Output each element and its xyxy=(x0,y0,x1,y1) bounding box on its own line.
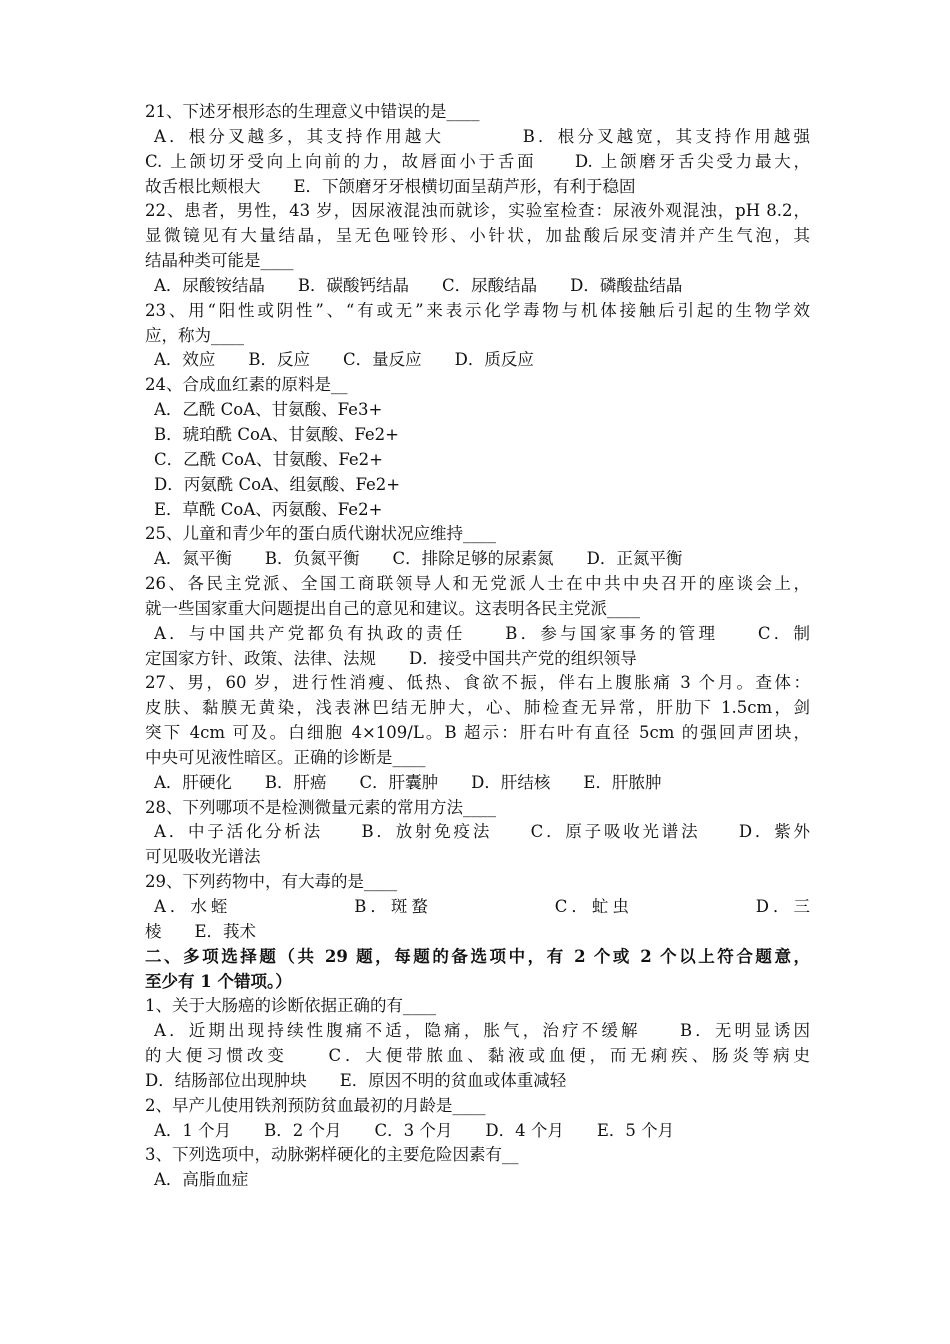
section-heading-line: 二、多项选择题（共 29 题，每题的备选项中，有 2 个或 2 个以上符合题意， xyxy=(145,946,810,966)
text-line: C. 上颌切牙受向上向前的力，故唇面小于舌面 D. 上颌磨牙舌尖受力最大， xyxy=(145,151,810,171)
text-line: 结晶种类可能是____ xyxy=(145,251,294,271)
text-line: D．丙氨酰 CoA、组氨酸、Fe2+ xyxy=(154,474,401,494)
text-line: 27、男，60 岁，进行性消瘦、低热、食欲不振，伴右上腹胀痛 3 个月。查体： xyxy=(145,673,810,693)
text-line: 皮肤、黏膜无黄染，浅表淋巴结无肿大，心、肺检查无异常，肝肋下 1.5cm，剑 xyxy=(145,698,810,718)
text-line: 29、下列药物中，有大毒的是____ xyxy=(145,872,397,892)
text-line: 22、患者，男性，43 岁，因尿液混浊而就诊，实验室检查：尿液外观混浊，pH 8.2， xyxy=(145,201,810,221)
text-line: A．乙酰 CoA、甘氨酸、Fe3+ xyxy=(154,400,383,420)
exam-text-body xyxy=(145,100,810,1193)
text-line: 棱 E．莪术 xyxy=(145,921,257,941)
text-line: 23、用“阳性或阴性”、“有或无”来表示化学毒物与机体接触后引起的生物学效 xyxy=(145,300,810,320)
text-line: 应，称为____ xyxy=(145,325,244,345)
text-line: 就一些国家重大问题提出自己的意见和建议。这表明各民主党派____ xyxy=(145,598,640,618)
text-line: 2、早产儿使用铁剂预防贫血最初的月龄是____ xyxy=(145,1095,486,1115)
text-line: 中央可见液性暗区。正确的诊断是____ xyxy=(145,747,426,767)
text-line: A．水蛭 B．斑蝥 C．虻虫 D．三 xyxy=(154,897,810,916)
text-line: A．肝硬化 B．肝癌 C．肝囊肿 D．肝结核 E．肝脓肿 xyxy=(154,772,662,792)
text-line: 故舌根比颊根大 E．下颌磨牙牙根横切面呈葫芦形，有利于稳固 xyxy=(145,176,636,196)
text-line: 26、各民主党派、全国工商联领导人和无党派人士在中共中央召开的座谈会上， xyxy=(145,574,810,594)
text-line: A．根分叉越多，其支持作用越大 B．根分叉越宽，其支持作用越强 xyxy=(154,126,810,146)
text-line: 21、下述牙根形态的生理意义中错误的是____ xyxy=(145,102,480,121)
text-line: E．草酰 CoA、丙氨酸、Fe2+ xyxy=(154,499,383,519)
text-line: A．近期出现持续性腹痛不适，隐痛，胀气，治疗不缓解 B．无明显诱因 xyxy=(154,1021,810,1041)
text-line: 定国家方针、政策、法律、法规 D．接受中国共产党的组织领导 xyxy=(145,648,637,668)
text-line: 1、关于大肠癌的诊断依据正确的有____ xyxy=(145,996,436,1016)
text-line: 24、合成血红素的原料是__ xyxy=(145,375,348,395)
text-line: A．氮平衡 B．负氮平衡 C．排除足够的尿素氮 D．正氮平衡 xyxy=(154,549,683,569)
text-line: 25、儿童和青少年的蛋白质代谢状况应维持____ xyxy=(145,524,496,544)
text-line: 突下 4cm 可及。白细胞 4×109/L。B 超示：肝右叶有直径 5cm 的强回声团块， xyxy=(145,723,810,743)
text-line: A．尿酸铵结晶 B．碳酸钙结晶 C．尿酸结晶 D．磷酸盐结晶 xyxy=(154,275,683,295)
text-line: A．1 个月 B．2 个月 C．3 个月 D．4 个月 E．5 个月 xyxy=(154,1120,675,1140)
text-line: A．与中国共产党都负有执政的责任 B．参与国家事务的管理 C．制 xyxy=(154,623,810,643)
text-line: 可见吸收光谱法 xyxy=(145,847,261,867)
text-line: 3、下列选项中，动脉粥样硬化的主要危险因素有__ xyxy=(145,1145,519,1165)
section-heading-line: 至少有 1 个错项。） xyxy=(145,971,292,991)
text-line: A．高脂血症 xyxy=(154,1170,249,1190)
text-line: A．中子活化分析法 B．放射免疫法 C．原子吸收光谱法 D．紫外 xyxy=(154,822,810,842)
text-line: 显微镜见有大量结晶，呈无色哑铃形、小针状，加盐酸后尿变清并产生气泡，其 xyxy=(145,226,810,246)
text-line: B．琥珀酰 CoA、甘氨酸、Fe2+ xyxy=(154,424,399,444)
text-line: C．乙酰 CoA、甘氨酸、Fe2+ xyxy=(154,449,383,469)
text-line: 28、下列哪项不是检测微量元素的常用方法____ xyxy=(145,797,496,817)
text-line: A．效应 B．反应 C．量反应 D．质反应 xyxy=(154,350,534,370)
text-line: 的大便习惯改变 C．大便带脓血、黏液或血便，而无痢疾、肠炎等病史 xyxy=(145,1046,810,1066)
text-line: D．结肠部位出现肿块 E．原因不明的贫血或体重减轻 xyxy=(145,1070,567,1090)
